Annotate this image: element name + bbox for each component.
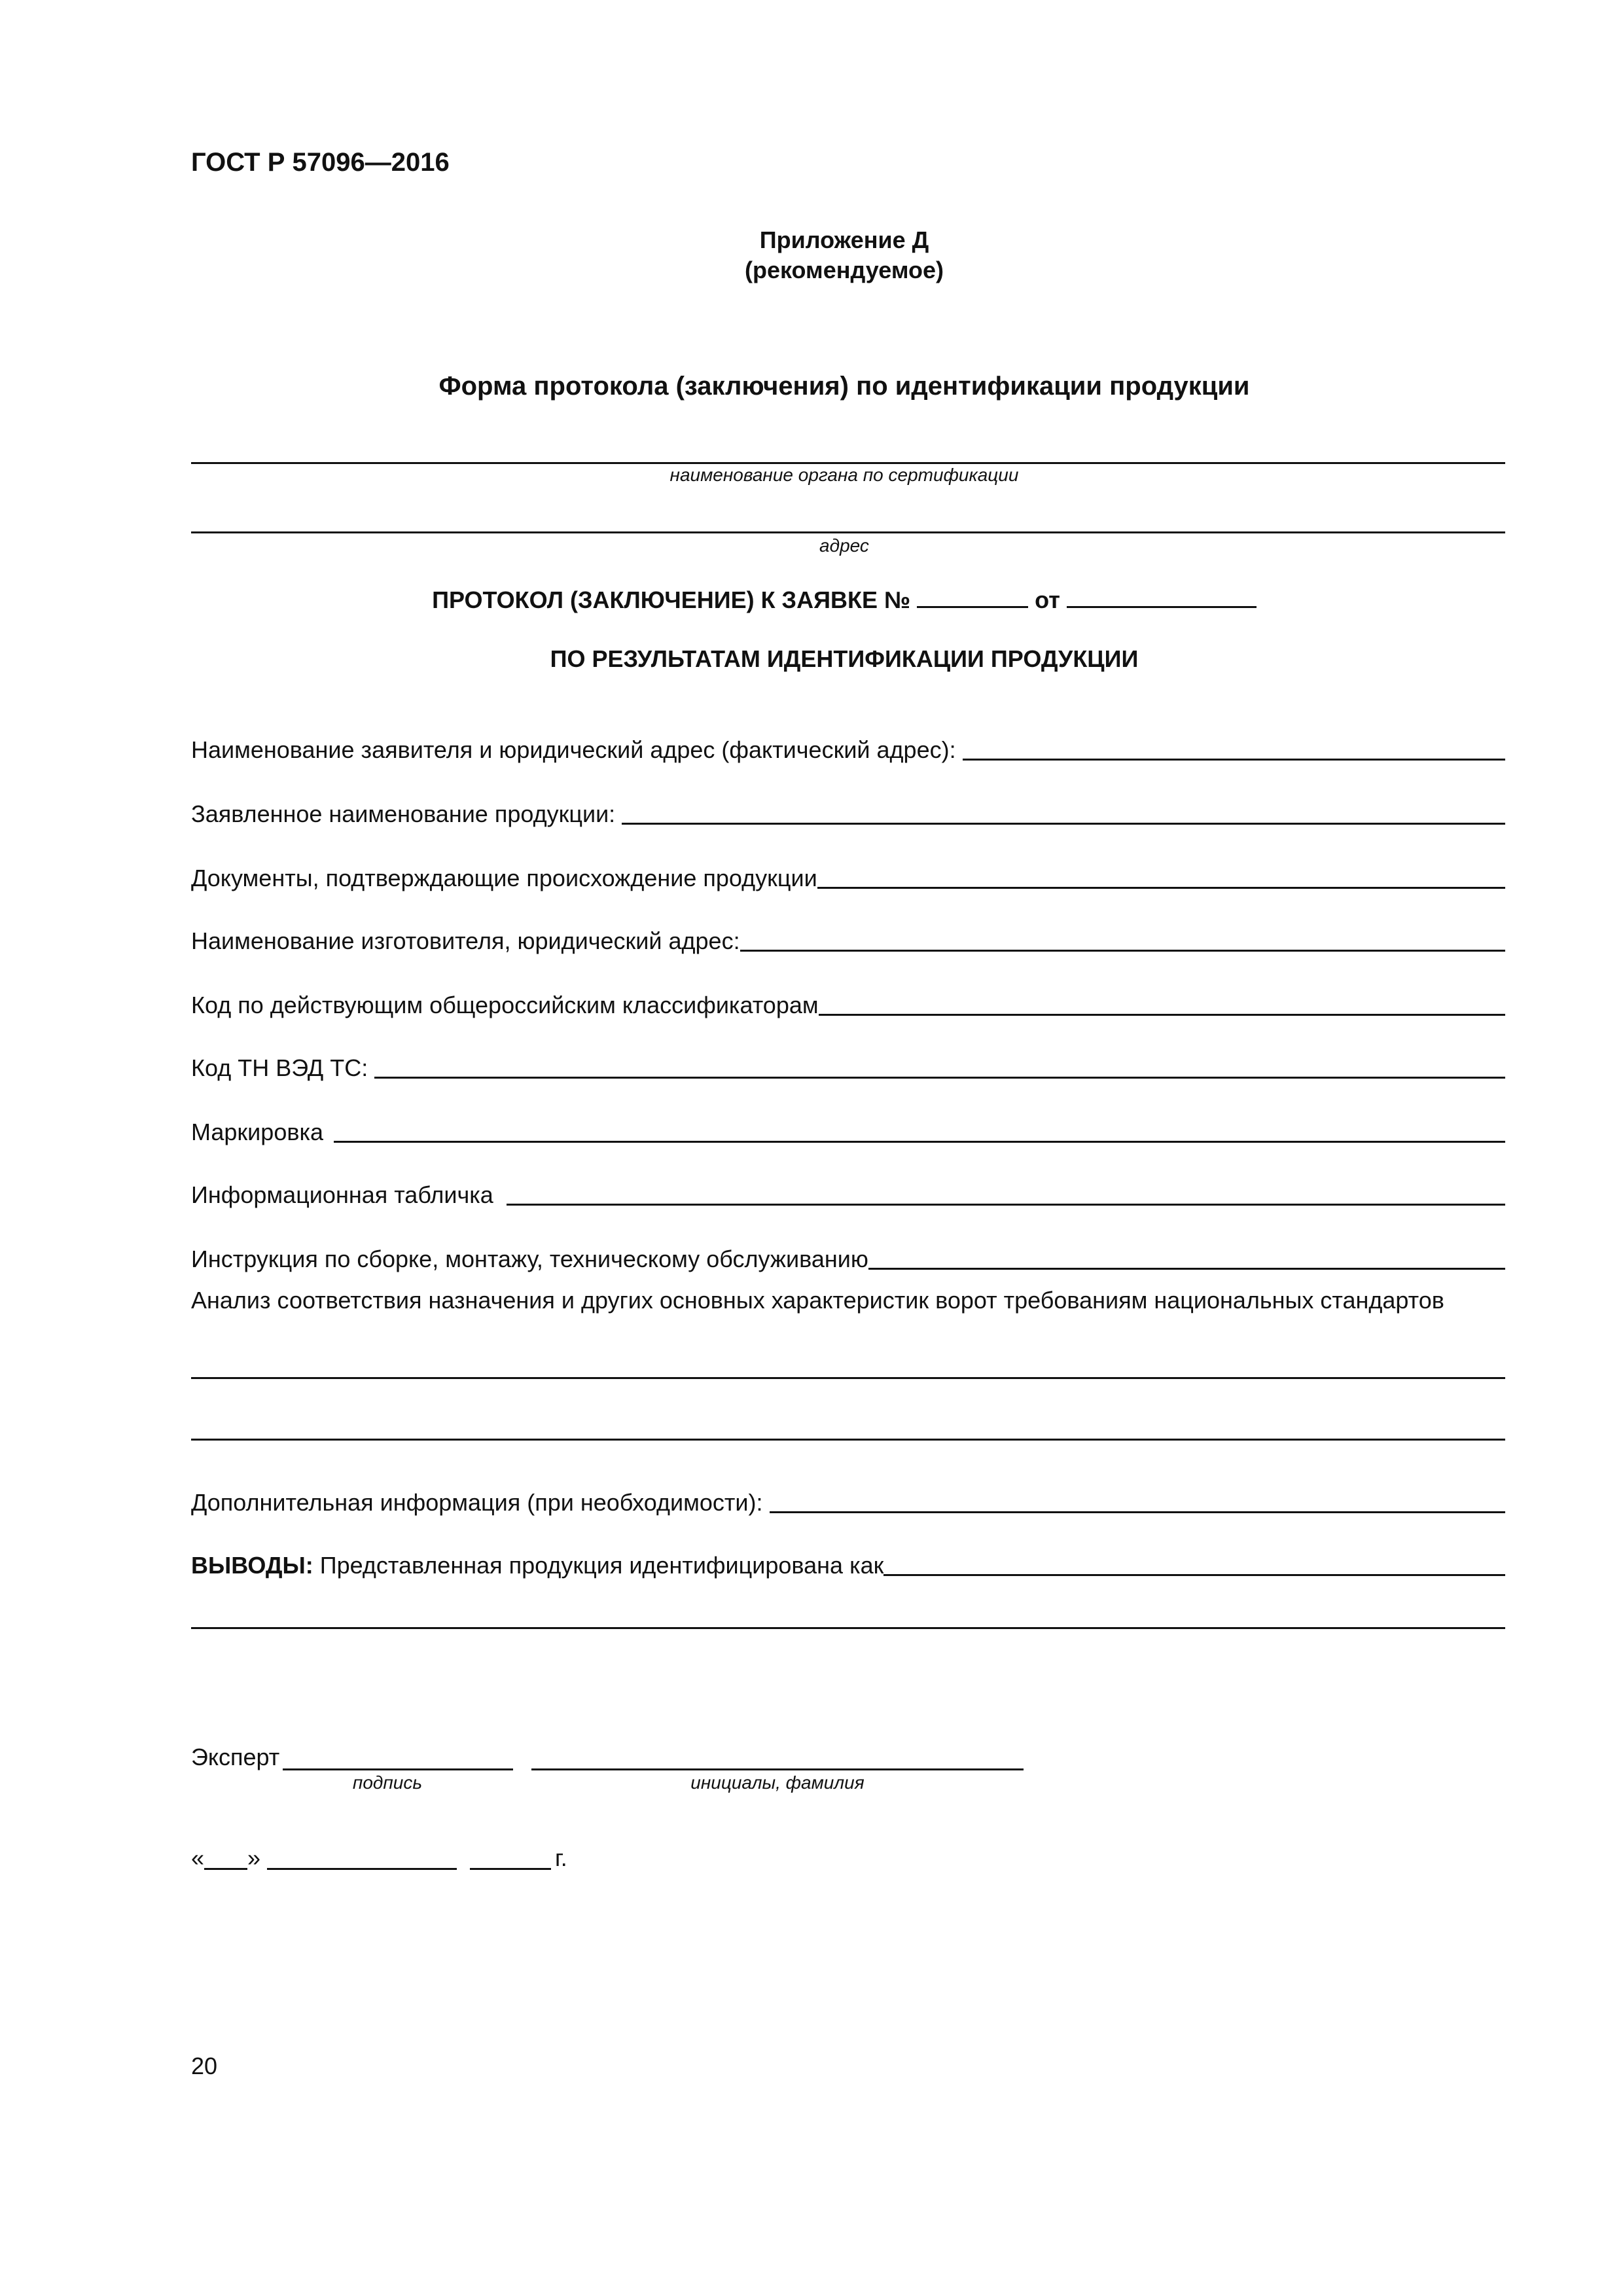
appendix-note: (рекомендуемое)	[745, 257, 944, 283]
product-name-field	[191, 788, 1505, 827]
name-caption: инициалы, фамилия	[690, 1772, 865, 1793]
instructions-field	[191, 1233, 1505, 1272]
protocol-subheading: ПО РЕЗУЛЬТАТАМ ИДЕНТИФИКАЦИИ ПРОДУКЦИИ	[550, 645, 1139, 672]
analysis-line-1[interactable]	[191, 1377, 1505, 1379]
product-name-line[interactable]	[622, 822, 1505, 825]
date-day-line[interactable]	[204, 1868, 247, 1870]
date-close-quote: »	[247, 1844, 261, 1871]
marking-field	[191, 1106, 1505, 1145]
tnved-code-line[interactable]	[374, 1076, 1505, 1079]
additional-info-field	[191, 1477, 1505, 1516]
info-plate-line[interactable]	[507, 1203, 1505, 1206]
classifier-code-label: Код по действующим общероссийским классификаторам	[191, 992, 819, 1018]
info-plate-field	[191, 1169, 1505, 1208]
name-line[interactable]	[531, 1768, 1024, 1770]
classifier-code-line[interactable]	[819, 1013, 1505, 1016]
conclusion-line-2[interactable]	[191, 1627, 1505, 1629]
address-caption: адрес	[819, 535, 869, 556]
address-line[interactable]	[191, 531, 1505, 533]
applicant-label: Наименование заявителя и юридический адрес (фактический адрес):	[191, 736, 956, 763]
instructions-line[interactable]	[868, 1267, 1505, 1270]
additional-info-line[interactable]	[770, 1511, 1505, 1513]
certification-body-caption: наименование органа по сертификации	[669, 465, 1019, 485]
certification-body-line[interactable]	[191, 462, 1505, 464]
classifier-code-field	[191, 979, 1505, 1018]
protocol-heading-part2: от	[1035, 586, 1060, 613]
conclusion-text: Представленная продукция идентифицирована как	[319, 1552, 884, 1579]
origin-docs-line[interactable]	[817, 886, 1505, 889]
manufacturer-label: Наименование изготовителя, юридический адрес:	[191, 927, 740, 954]
signature-line[interactable]	[283, 1768, 513, 1770]
marking-line[interactable]	[334, 1140, 1505, 1143]
product-name-label: Заявленное наименование продукции:	[191, 800, 616, 827]
application-number-line[interactable]	[917, 605, 1028, 608]
date-year-line[interactable]	[470, 1868, 551, 1870]
date-open-quote: «	[191, 1844, 205, 1871]
info-plate-label: Информационная табличка	[191, 1181, 493, 1208]
manufacturer-field	[191, 915, 1505, 954]
origin-docs-field	[191, 852, 1505, 891]
tnved-code-field	[191, 1042, 1505, 1081]
conclusion-line[interactable]	[883, 1573, 1505, 1576]
conclusion-field	[191, 1539, 1505, 1579]
signature-caption: подпись	[352, 1772, 423, 1793]
form-title: Форма протокола (заключения) по идентификации продукции	[438, 372, 1250, 401]
origin-docs-label: Документы, подтверждающие происхождение продукции	[191, 865, 817, 891]
instructions-label: Инструкция по сборке, монтажу, техническому обслуживанию	[191, 1246, 868, 1272]
application-date-line[interactable]	[1067, 605, 1257, 608]
date-month-line[interactable]	[267, 1868, 457, 1870]
standard-code: ГОСТ Р 57096—2016	[191, 148, 450, 177]
applicant-line[interactable]	[963, 758, 1505, 761]
appendix-title: Приложение Д	[759, 226, 929, 253]
marking-label: Маркировка	[191, 1119, 324, 1145]
analysis-line-2[interactable]	[191, 1439, 1505, 1441]
analysis-label: Анализ соответствия назначения и других основных характеристик ворот требованиям национальных стандартов	[191, 1287, 1444, 1314]
tnved-code-label: Код ТН ВЭД ТС:	[191, 1054, 368, 1081]
additional-info-label: Дополнительная информация (при необходимости):	[191, 1489, 763, 1516]
manufacturer-line[interactable]	[740, 949, 1505, 952]
expert-label: Эксперт	[191, 1744, 280, 1770]
protocol-heading	[0, 586, 1623, 614]
page-number: 20	[191, 2053, 218, 2079]
protocol-heading-part1: ПРОТОКОЛ (ЗАКЛЮЧЕНИЕ) К ЗАЯВКЕ №	[432, 586, 911, 613]
conclusion-label: ВЫВОДЫ:	[191, 1552, 313, 1579]
applicant-field	[191, 724, 1505, 763]
date-year-suffix: г.	[555, 1844, 567, 1871]
